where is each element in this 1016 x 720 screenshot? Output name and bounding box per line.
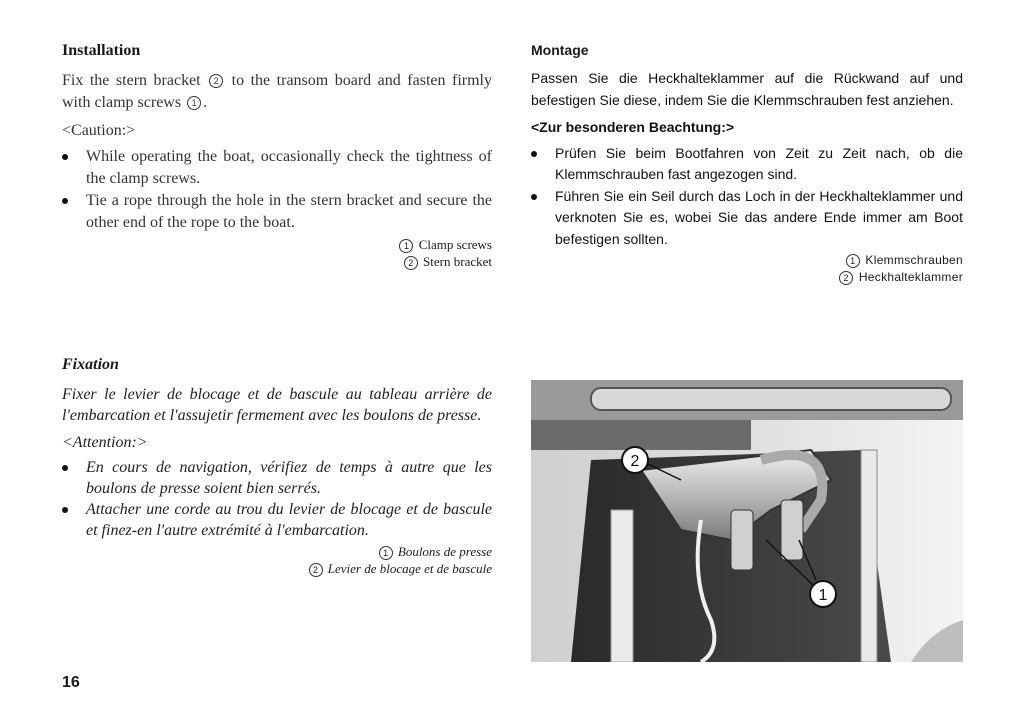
clamp-screw-right	[781, 500, 803, 560]
legend-item: 1 Klemmschrauben	[531, 252, 963, 269]
bullet-icon	[62, 198, 68, 204]
bullet-icon	[531, 151, 537, 157]
bullet-icon	[62, 507, 68, 513]
page-number: 16	[62, 674, 80, 691]
tiller-handle	[591, 388, 951, 410]
bullet-icon	[531, 194, 537, 200]
german-caution-heading: <Zur besonderen Beachtung:>	[531, 119, 735, 135]
stern-bracket-photo	[531, 380, 963, 662]
left-post	[611, 510, 633, 662]
french-caution-heading: <Attention:>	[62, 434, 148, 451]
french-legend	[62, 543, 492, 577]
clamp-screw-left	[731, 510, 753, 570]
marker-2: 2	[209, 74, 223, 88]
bullet-icon	[62, 154, 68, 160]
list-item: Attacher une corde au trou du levier de blocage et de bascule et finez-en l'autre extrémité à l'embarcation.	[62, 499, 492, 541]
legend-item: 1 Clamp screws	[62, 236, 492, 253]
french-bullet-list	[62, 457, 492, 541]
english-section	[62, 42, 492, 270]
german-bullet-list	[531, 143, 963, 251]
french-section	[62, 356, 492, 577]
bullet-icon	[62, 465, 68, 471]
french-body: Fixer le levier de blocage et de bascule au tableau arrière de l'embarcation et l'assujetir fermement avec les boulons de presse.	[62, 386, 492, 424]
list-item: En cours de navigation, vérifiez de temps à autre que les boulons de presse soient bien serrés.	[62, 457, 492, 499]
german-section	[531, 42, 963, 286]
motor-body	[531, 420, 751, 450]
callout-label-1: 1	[818, 587, 828, 604]
german-title: Montage	[531, 42, 589, 58]
list-item: Führen Sie ein Seil durch das Loch in der Heckhalteklammer und verknoten Sie es, wobei Sie das andere Ende immer am Boot befestigen sollten.	[531, 186, 963, 251]
stern-bracket-illustration	[531, 380, 963, 662]
list-item: While operating the boat, occasionally check the tightness of the clamp screws.	[62, 146, 492, 190]
legend-item: 2 Heckhalteklammer	[531, 269, 963, 286]
marker-1: 1	[187, 96, 201, 110]
english-bullet-list	[62, 146, 492, 234]
callout-label-2: 2	[630, 453, 640, 470]
english-caution-heading: <Caution:>	[62, 122, 136, 139]
english-body: Fix the stern bracket 2 to the transom board and fasten firmly with clamp screws 1 .	[62, 72, 493, 111]
right-post	[861, 450, 877, 662]
english-title: Installation	[62, 42, 141, 59]
german-legend	[531, 252, 963, 286]
legend-item: 2 Levier de blocage et de bascule	[62, 560, 492, 577]
english-legend	[62, 236, 492, 270]
legend-item: 2 Stern bracket	[62, 253, 492, 270]
legend-item: 1 Boulons de presse	[62, 543, 492, 560]
list-item: Tie a rope through the hole in the stern bracket and secure the other end of the rope to the boat.	[62, 190, 492, 234]
list-item: Prüfen Sie beim Bootfahren von Zeit zu Zeit nach, ob die Klemmschrauben fast angezogen sind.	[531, 143, 963, 186]
german-body: Passen Sie die Heckhalteklammer auf die Rückwand auf und befestigen Sie diese, indem Sie die Klemmschrauben fest anziehen.	[531, 70, 963, 108]
french-title: Fixation	[62, 356, 119, 373]
